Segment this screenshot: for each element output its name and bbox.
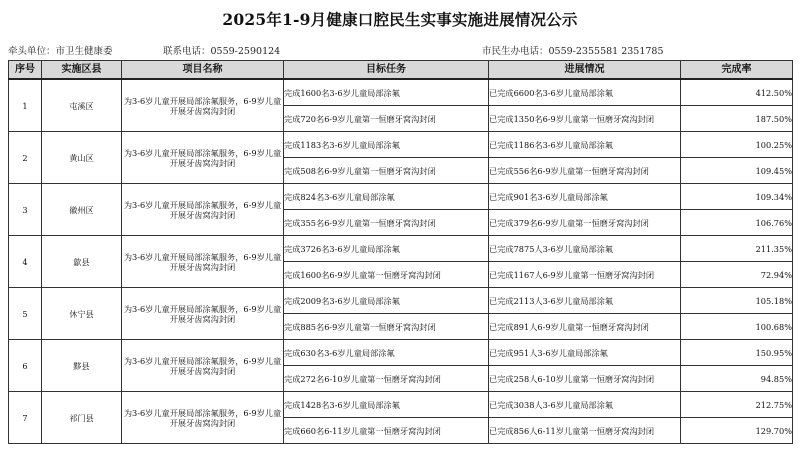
row-progress: 已完成379名6-9岁儿童第一恒磨牙窝沟封闭: [489, 210, 681, 236]
row-project: 为3-6岁儿童开展局部涂氟服务，6-9岁儿童开展牙齿窝沟封闭: [122, 288, 284, 340]
row-target: 完成660名6-11岁儿童第一恒磨牙窝沟封闭: [284, 418, 489, 444]
row-target: 完成1600名6-9岁儿童第一恒磨牙窝沟封闭: [284, 262, 489, 288]
row-rate: 109.34%: [681, 184, 793, 210]
row-target: 完成1600名3-6岁儿童局部涂氟: [284, 79, 489, 106]
row-district: 休宁县: [42, 288, 122, 340]
row-progress: 已完成7875人3-6岁儿童局部涂氟: [489, 236, 681, 262]
header-district: 实施区县: [42, 61, 122, 80]
header-target: 目标任务: [284, 61, 489, 80]
row-progress: 已完成6600名3-6岁儿童局部涂氟: [489, 79, 681, 106]
table-row: [9, 392, 793, 418]
header-project: 项目名称: [122, 61, 284, 80]
table-header-row: [9, 61, 793, 80]
row-project: 为3-6岁儿童开展局部涂氟服务，6-9岁儿童开展牙齿窝沟封闭: [122, 79, 284, 132]
row-progress: 已完成1167人6-9岁儿童第一恒磨牙窝沟封闭: [489, 262, 681, 288]
row-district: 祁门县: [42, 392, 122, 444]
contact-phone: 联系电话：0559-2590124: [163, 46, 281, 57]
row-rate: 211.35%: [681, 236, 793, 262]
table-row: [9, 79, 793, 106]
table-row: [9, 132, 793, 158]
row-progress: 已完成891人6-9岁儿童第一恒磨牙窝沟封闭: [489, 314, 681, 340]
row-target: 完成1428名3-6岁儿童局部涂氟: [284, 392, 489, 418]
progress-table: [8, 60, 793, 444]
row-target: 完成720名6-9岁儿童第一恒磨牙窝沟封闭: [284, 106, 489, 132]
row-progress: 已完成856人6-11岁儿童第一恒磨牙窝沟封闭: [489, 418, 681, 444]
row-rate: 109.45%: [681, 158, 793, 184]
row-target: 完成3726名3-6岁儿童局部涂氟: [284, 236, 489, 262]
row-project: 为3-6岁儿童开展局部涂氟服务，6-9岁儿童开展牙齿窝沟封闭: [122, 132, 284, 184]
table-row: [9, 184, 793, 210]
row-target: 完成885名6-9岁儿童第一恒磨牙窝沟封闭: [284, 314, 489, 340]
row-rate: 129.70%: [681, 418, 793, 444]
row-progress: 已完成1186名3-6岁儿童局部涂氟: [489, 132, 681, 158]
table-row: [9, 340, 793, 366]
row-progress: 已完成901名3-6岁儿童局部涂氟: [489, 184, 681, 210]
row-project: 为3-6岁儿童开展局部涂氟服务，6-9岁儿童开展牙齿窝沟封闭: [122, 184, 284, 236]
row-rate: 100.68%: [681, 314, 793, 340]
row-target: 完成508名6-9岁儿童第一恒磨牙窝沟封闭: [284, 158, 489, 184]
row-target: 完成824名3-6岁儿童局部涂氟: [284, 184, 489, 210]
table-row: [9, 288, 793, 314]
row-target: 完成355名6-9岁儿童第一恒磨牙窝沟封闭: [284, 210, 489, 236]
row-target: 完成630名3-6岁儿童局部涂氟: [284, 340, 489, 366]
header-rate: 完成率: [681, 61, 793, 80]
row-seq: 7: [9, 392, 42, 444]
row-seq: 6: [9, 340, 42, 392]
row-rate: 150.95%: [681, 340, 793, 366]
row-district: 黄山区: [42, 132, 122, 184]
row-progress: 已完成951人3-6岁儿童局部涂氟: [489, 340, 681, 366]
row-progress: 已完成3038人3-6岁儿童局部涂氟: [489, 392, 681, 418]
row-target: 完成1183名3-6岁儿童局部涂氟: [284, 132, 489, 158]
row-progress: 已完成2113人3-6岁儿童局部涂氟: [489, 288, 681, 314]
row-project: 为3-6岁儿童开展局部涂氟服务，6-9岁儿童开展牙齿窝沟封闭: [122, 236, 284, 288]
row-seq: 3: [9, 184, 42, 236]
row-rate: 94.85%: [681, 366, 793, 392]
lead-unit: 牵头单位：市卫生健康委: [8, 46, 113, 57]
row-district: 黟县: [42, 340, 122, 392]
header-seq: 序号: [9, 61, 42, 80]
row-seq: 4: [9, 236, 42, 288]
row-district: 屯溪区: [42, 79, 122, 132]
row-district: 徽州区: [42, 184, 122, 236]
page-title: 2025年1-9月健康口腔民生实事实施进展情况公示: [222, 10, 578, 29]
row-rate: 187.50%: [681, 106, 793, 132]
row-progress: 已完成258人6-10岁儿童第一恒磨牙窝沟封闭: [489, 366, 681, 392]
row-target: 完成272名6-10岁儿童第一恒磨牙窝沟封闭: [284, 366, 489, 392]
row-seq: 5: [9, 288, 42, 340]
office-phone: 市民生办电话：0559-2355581 2351785: [482, 46, 664, 57]
row-seq: 2: [9, 132, 42, 184]
row-rate: 412.50%: [681, 79, 793, 106]
row-rate: 72.94%: [681, 262, 793, 288]
row-district: 歙县: [42, 236, 122, 288]
row-project: 为3-6岁儿童开展局部涂氟服务，6-9岁儿童开展牙齿窝沟封闭: [122, 392, 284, 444]
row-progress: 已完成1350名6-9岁儿童第一恒磨牙窝沟封闭: [489, 106, 681, 132]
row-rate: 105.18%: [681, 288, 793, 314]
table-row: [9, 236, 793, 262]
row-progress: 已完成556名6-9岁儿童第一恒磨牙窝沟封闭: [489, 158, 681, 184]
row-rate: 106.76%: [681, 210, 793, 236]
row-rate: 212.75%: [681, 392, 793, 418]
header-progress: 进展情况: [489, 61, 681, 80]
row-seq: 1: [9, 79, 42, 132]
row-target: 完成2009名3-6岁儿童局部涂氟: [284, 288, 489, 314]
row-rate: 100.25%: [681, 132, 793, 158]
row-project: 为3-6岁儿童开展局部涂氟服务，6-9岁儿童开展牙齿窝沟封闭: [122, 340, 284, 392]
